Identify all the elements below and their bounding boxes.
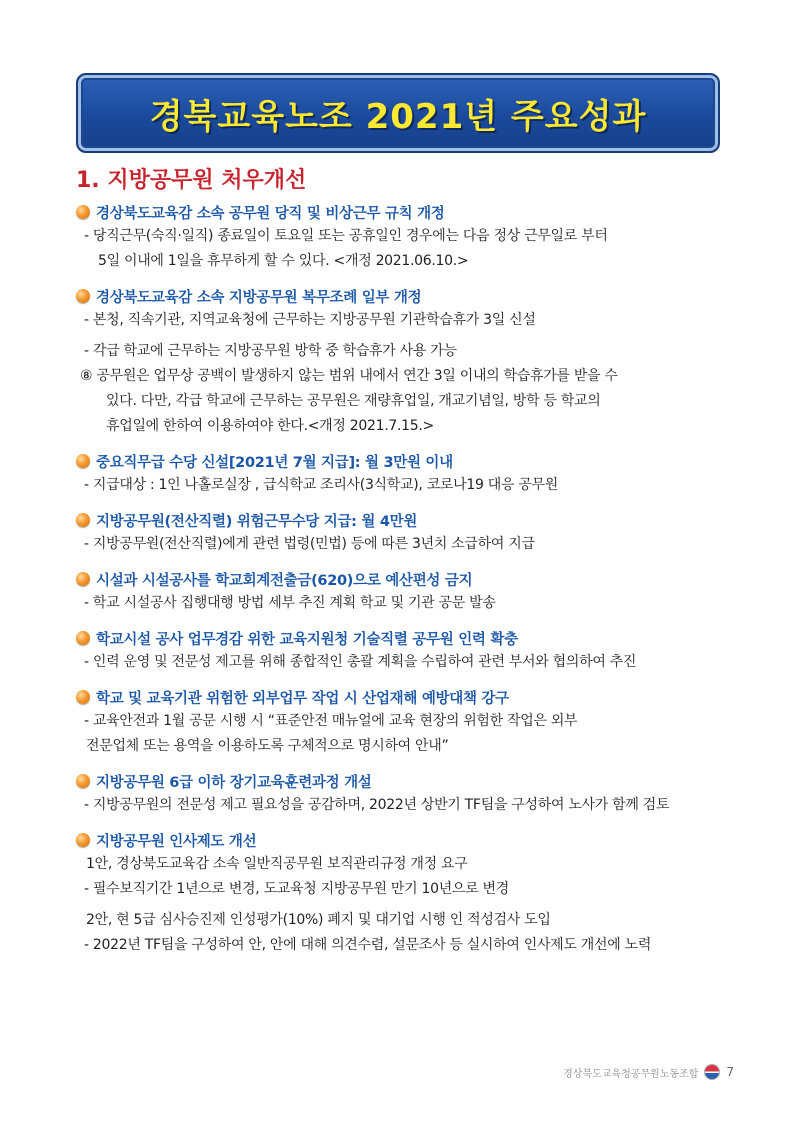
- bullet-icon: [76, 513, 90, 527]
- bullet-icon: [76, 631, 90, 645]
- list-item: [76, 567, 726, 616]
- item-line: - 교육안전과 1월 공문 시행 시 “표준안전 매뉴얼에 교육 현장의 위험한 작업은 외부: [84, 713, 578, 729]
- item-title: 경상북도교육감 소속 공무원 당직 및 비상근무 규칙 개정: [96, 205, 445, 222]
- list-item: [76, 508, 726, 557]
- bullet-icon: [76, 572, 90, 586]
- bullet-icon: [76, 833, 90, 847]
- item-title: 시설과 시설공사를 학교회계전출금(620)으로 예산편성 금지: [96, 572, 473, 589]
- item-line: - 2022년 TF팀을 구성하여 안, 안에 대해 의견수렴, 설문조사 등 실시하여 인사제도 개선에 노력: [84, 937, 652, 953]
- item-line: ⑧ 공무원은 업무상 공백이 발생하지 않는 범위 내에서 연간 3일 이내의 학습휴가를 받을 수: [80, 368, 618, 384]
- section-heading: 1. 지방공무원 처우개선: [76, 168, 307, 193]
- item-line: 전문업체 또는 용역을 이용하도록 구체적으로 명시하여 안내”: [86, 738, 449, 754]
- item-line: - 지방공무원(전산직렬)에게 관련 법령(민법) 등에 따른 3년치 소급하여 지급: [84, 536, 535, 552]
- item-line: 있다. 다만, 각급 학교에 근무하는 공무원은 재량휴업일, 개교기념일, 방학 등 학교의: [106, 393, 601, 409]
- list-item: [76, 828, 726, 958]
- union-logo-icon: [704, 1064, 720, 1080]
- item-title: 지방공무원 인사제도 개선: [96, 833, 257, 850]
- item-line: 5일 이내에 1일을 휴무하게 할 수 있다. <개정 2021.06.10.>: [98, 253, 469, 269]
- bullet-icon: [76, 454, 90, 468]
- item-line: - 당직근무(숙직·일직) 종료일이 토요일 또는 공휴일인 경우에는 다음 정상 근무일로 부터: [84, 228, 608, 244]
- page-number: 7: [726, 1065, 734, 1079]
- item-line: 휴업일에 한하여 이용하여야 한다.<개정 2021.7.15.>: [106, 418, 434, 434]
- bullet-icon: [76, 774, 90, 788]
- page-title: 경북교육노조 2021년 주요성과: [149, 96, 647, 137]
- item-line: - 필수보직기간 1년으로 변경, 도교육청 지방공무원 만기 10년으로 변경: [84, 881, 509, 897]
- footer: [563, 1064, 734, 1080]
- list-item: [76, 200, 726, 274]
- item-line: - 본청, 직속기관, 지역교육청에 근무하는 지방공무원 기관학습휴가 3일 신설: [84, 312, 536, 328]
- bullet-icon: [76, 205, 90, 219]
- item-title: 학교시설 공사 업무경감 위한 교육지원청 기술직렬 공무원 인력 확충: [96, 631, 518, 648]
- item-line: - 각급 학교에 근무하는 지방공무원 방학 중 학습휴가 사용 가능: [84, 343, 457, 359]
- list-item: [76, 626, 726, 675]
- item-line: 1안, 경상북도교육감 소속 일반직공무원 보직관리규정 개정 요구: [86, 856, 468, 872]
- item-title: 지방공무원(전산직렬) 위험근무수당 지급: 월 4만원: [96, 513, 418, 530]
- item-title: 지방공무원 6급 이하 장기교육훈련과정 개설: [96, 774, 372, 791]
- item-title: 학교 및 교육기관 위험한 외부업무 작업 시 산업재해 예방대책 강구: [96, 690, 509, 707]
- item-line: - 학교 시설공사 집행대행 방법 세부 추진 계획 학교 및 기관 공문 발송: [84, 595, 496, 611]
- list-item: [76, 769, 726, 818]
- item-line: - 지급대상 : 1인 나홀로실장 , 급식학교 조리사(3식학교), 코로나19 대응 공무원: [84, 477, 558, 493]
- list-item: [76, 685, 726, 759]
- item-line: - 인력 운영 및 전문성 제고를 위해 종합적인 총괄 계획을 수립하여 관련 부서와 협의하여 추진: [84, 654, 637, 670]
- title-banner: [76, 73, 720, 153]
- bullet-icon: [76, 690, 90, 704]
- content: [76, 200, 726, 968]
- item-line: 2안, 현 5급 심사승진제 인성평가(10%) 폐지 및 대기업 시행 인 적성검사 도입: [86, 912, 551, 928]
- list-item: [76, 449, 726, 498]
- list-item: [76, 284, 726, 439]
- bullet-icon: [76, 289, 90, 303]
- footer-org: 경상북도교육청공무원노동조합: [563, 1068, 699, 1080]
- item-line: - 지방공무원의 전문성 제고 필요성을 공감하며, 2022년 상반기 TF팀을 구성하여 노사가 함께 검토: [84, 797, 670, 813]
- item-title: 중요직무급 수당 신설[2021년 7월 지급]: 월 3만원 이내: [96, 454, 453, 471]
- item-title: 경상북도교육감 소속 지방공무원 복무조례 일부 개정: [96, 289, 422, 306]
